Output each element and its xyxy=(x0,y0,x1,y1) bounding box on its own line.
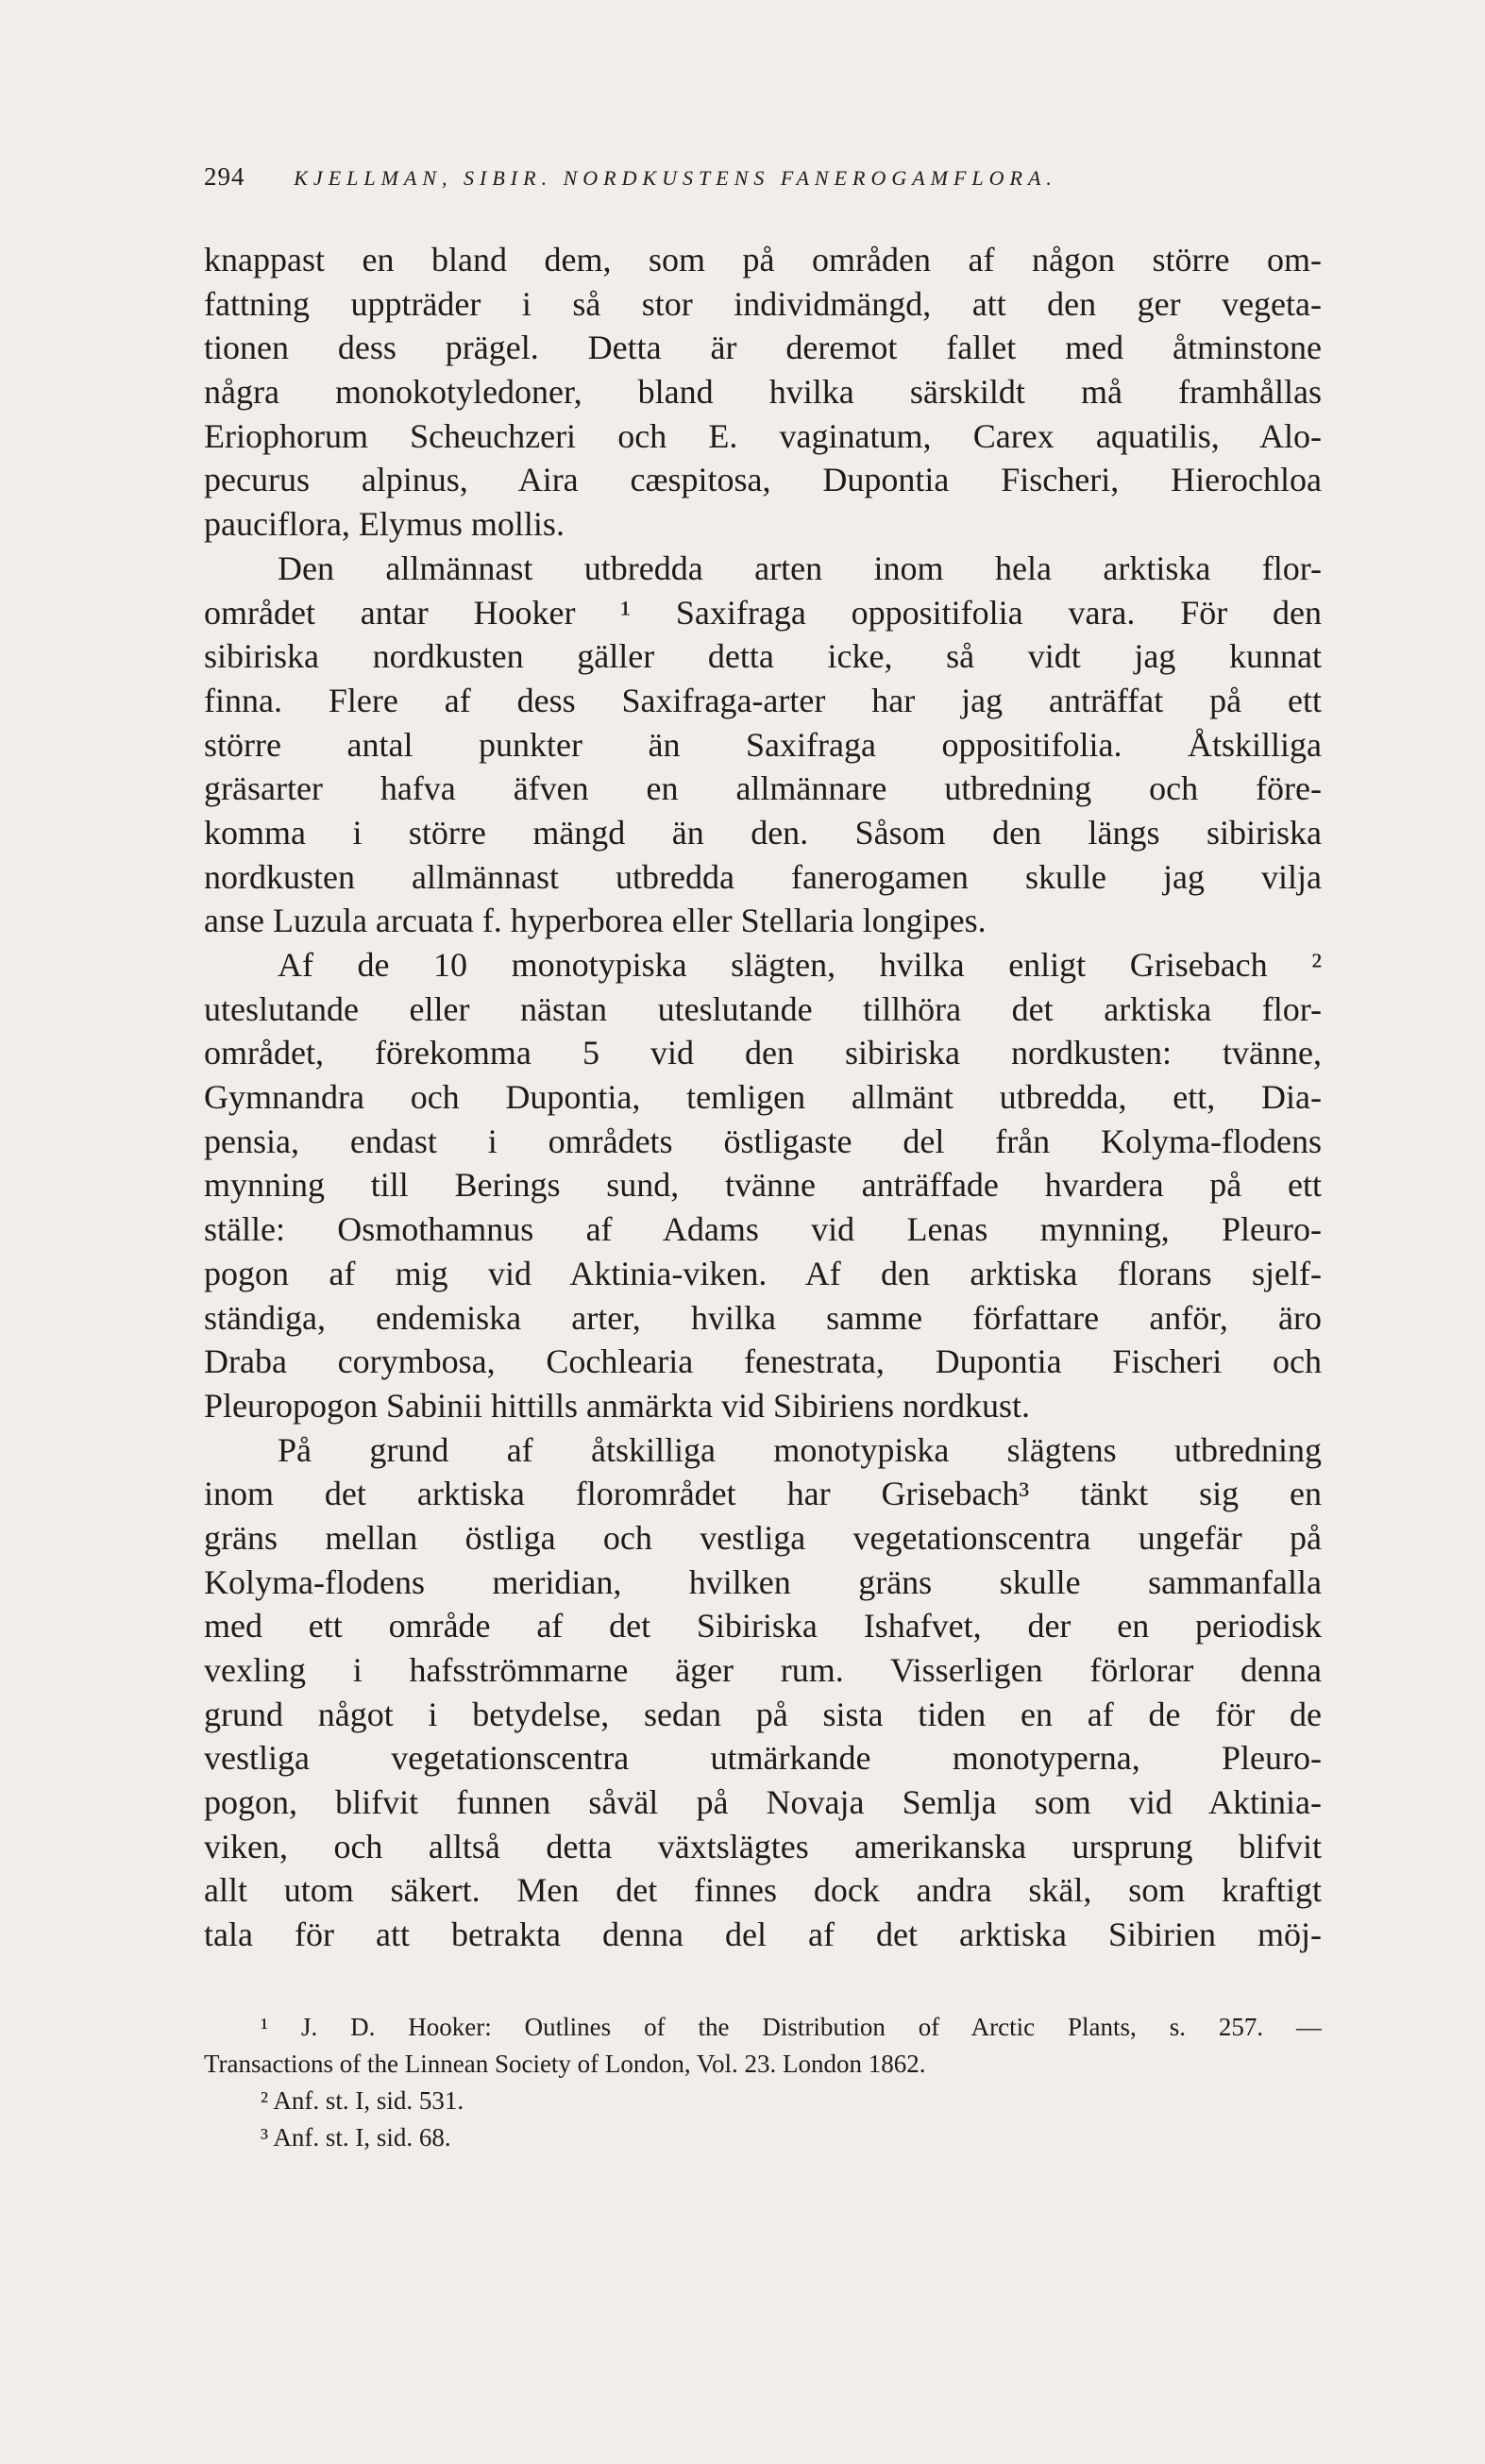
text-line: uteslutande eller nästan uteslutande tillhöra det arktiska flor- xyxy=(204,989,1322,1028)
text-line: tionen dess prägel. Detta är deremot fallet med åtminstone xyxy=(204,329,1322,367)
text-line: Eriophorum Scheuchzeri och E. vaginatum, Carex aquatilis, Alo- xyxy=(204,416,1322,455)
text-line: inom det arktiska florområdet har Grisebach³ tänkt sig en xyxy=(204,1475,1322,1513)
text-line: Kolyma-flodens meridian, hvilken gräns skulle sammanfalla xyxy=(204,1562,1322,1601)
text-line: några monokotyledoner, bland hvilka särskildt må framhållas xyxy=(204,373,1322,412)
text-line: tala för att betrakta denna del af det arktiska Sibirien möj- xyxy=(204,1916,1322,1954)
text-line: fattning uppträder i så stor individmängd, att den ger vegeta- xyxy=(204,284,1322,323)
text-line: området antar Hooker ¹ Saxifraga oppositifolia vara. För den xyxy=(204,593,1322,632)
text-line: anse Luzula arcuata f. hyperborea eller Stellaria longipes. xyxy=(204,902,987,940)
text-line: ställe: Osmothamnus af Adams vid Lenas mynning, Pleuro- xyxy=(204,1210,1322,1249)
text-line: Pleuropogon Sabinii hittills anmärkta vid Sibiriens nordkust. xyxy=(204,1386,1030,1425)
text-line: pecurus alpinus, Aira cæspitosa, Dupontia Fischeri, Hierochloa xyxy=(204,461,1322,499)
text-line: gräsarter hafva äfven en allmännare utbredning och före- xyxy=(204,769,1322,808)
body-text xyxy=(204,238,1322,1957)
text-line: grund något i betydelse, sedan på sista tiden en af de för de xyxy=(204,1695,1322,1733)
page-header xyxy=(204,162,1318,192)
text-line: viken, och alltså detta växtslägtes amerikanska ursprung blifvit xyxy=(204,1827,1322,1865)
text-line: komma i större mängd än den. Såsom den längs sibiriska xyxy=(204,813,1322,852)
text-line: området, förekomma 5 vid den sibiriska nordkusten: tvänne, xyxy=(204,1034,1322,1072)
text-line: större antal punkter än Saxifraga oppositifolia. Åtskilliga xyxy=(204,725,1322,764)
footnotes xyxy=(204,2009,1322,2156)
text-line: mynning till Berings sund, tvänne anträffade hvardera på ett xyxy=(204,1166,1322,1205)
page-number: 294 xyxy=(204,162,245,191)
text-line: Den allmännast utbredda arten inom hela arktiska flor- xyxy=(278,548,1322,587)
text-line: Af de 10 monotypiska slägten, hvilka enligt Grisebach ² xyxy=(278,946,1322,984)
text-line: pauciflora, Elymus mollis. xyxy=(204,505,565,544)
text-line: Gymnandra och Dupontia, temligen allmänt utbredda, ett, Dia- xyxy=(204,1078,1322,1117)
footnote-line: ² Anf. st. I, sid. 531. xyxy=(261,2086,464,2115)
text-line: pogon, blifvit funnen såväl på Novaja Semlja som vid Aktinia- xyxy=(204,1783,1322,1822)
footnote-line: ³ Anf. st. I, sid. 68. xyxy=(261,2123,451,2152)
footnote-line: ¹ J. D. Hooker: Outlines of the Distribution of Arctic Plants, s. 257. — xyxy=(261,2013,1322,2041)
text-line: finna. Flere af dess Saxifraga-arter har jag anträffat på ett xyxy=(204,681,1322,719)
text-line: vexling i hafsströmmarne äger rum. Visserligen förlorar denna xyxy=(204,1651,1322,1689)
footnote-line: Transactions of the Linnean Society of London, Vol. 23. London 1862. xyxy=(204,2050,926,2078)
text-line: Draba corymbosa, Cochlearia fenestrata, Dupontia Fischeri och xyxy=(204,1342,1322,1381)
running-title: KJELLMAN, SIBIR. NORDKUSTENS FANEROGAMFLORA. xyxy=(294,166,1057,190)
text-line: ständiga, endemiska arter, hvilka samme författare anför, äro xyxy=(204,1298,1322,1337)
text-line: vestliga vegetationscentra utmärkande monotyperna, Pleuro- xyxy=(204,1739,1322,1778)
text-line: knappast en bland dem, som på områden af någon större om- xyxy=(204,241,1322,278)
text-line: med ett område af det Sibiriska Ishafvet, der en periodisk xyxy=(204,1607,1322,1645)
text-line: gräns mellan östliga och vestliga vegetationscentra ungefär på xyxy=(204,1518,1322,1557)
text-line: sibiriska nordkusten gäller detta icke, så vidt jag kunnat xyxy=(204,637,1322,676)
text-line: nordkusten allmännast utbredda fanerogamen skulle jag vilja xyxy=(204,857,1322,896)
text-line: pensia, endast i områdets östligaste del från Kolyma-flodens xyxy=(204,1122,1322,1160)
text-line: På grund af åtskilliga monotypiska slägtens utbredning xyxy=(278,1430,1322,1469)
text-line: pogon af mig vid Aktinia-viken. Af den arktiska florans sjelf- xyxy=(204,1254,1322,1292)
text-line: allt utom säkert. Men det finnes dock andra skäl, som kraftigt xyxy=(204,1871,1322,1910)
